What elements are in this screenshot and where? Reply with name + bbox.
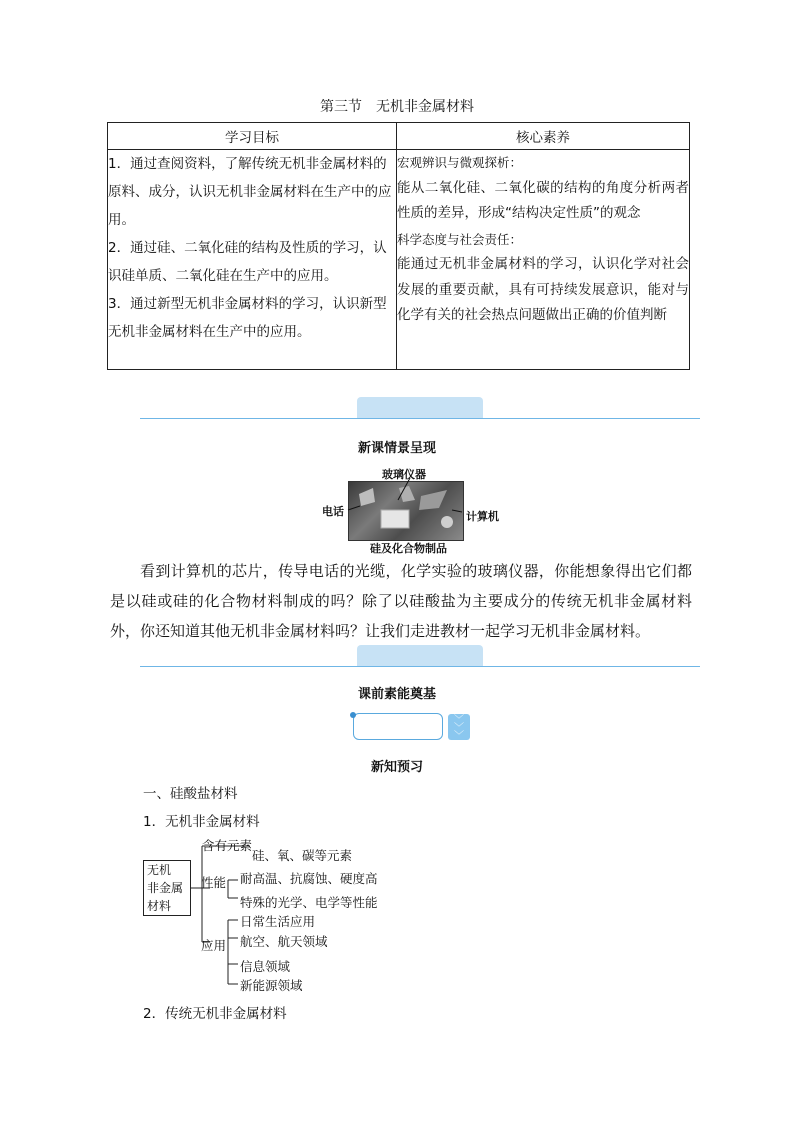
leaf-application: 新能源领域	[240, 978, 303, 993]
banner-divider	[140, 666, 700, 667]
banner-divider	[140, 418, 700, 419]
learning-goals-cell	[108, 150, 397, 370]
branch-properties: 性能	[201, 875, 227, 890]
heading-inorganic: 1．无机非金属材料	[143, 814, 260, 830]
literacy-text: 能通过无机非金属材料的学习，认识化学对社会发展的重要贡献，具有可持续发展意识，能对与化学有关的社会热点问题做出正确的价值判断	[397, 256, 689, 323]
banner-title: 课前素能奠基	[357, 687, 436, 702]
literacy-subtitle: 科学态度与社会责任：	[397, 231, 523, 247]
leaf-property: 特殊的光学、电学等性能	[240, 895, 378, 910]
photo-pointer-lines	[340, 470, 480, 530]
photo-label-computer: 计算机	[466, 510, 499, 523]
leaf-application: 信息领域	[240, 959, 291, 974]
photo-label-phone: 电话	[322, 505, 344, 518]
core-literacy-cell	[397, 150, 690, 370]
preview-label: 新知预习	[370, 760, 423, 775]
root-line: 材料	[147, 899, 172, 913]
leaf-application: 日常生活应用	[240, 914, 316, 929]
root-line: 非金属	[147, 881, 184, 895]
goals-header-right: 核心素养	[397, 123, 690, 150]
chevrons-down-icon: ﹀ ﹀ ﹀	[448, 714, 470, 740]
leaf-elements: 硅、氧、碳等元素	[252, 848, 353, 863]
goal-item: 2．通过硅、二氧化硅的结构及性质的学习，认识硅单质、二氧化硅在生产中的应用。	[108, 240, 387, 284]
root-line: 无机	[147, 863, 172, 877]
heading-traditional: 2．传统无机非金属材料	[143, 1006, 287, 1022]
section-label-frame	[353, 713, 443, 740]
leaf-property: 耐高温、抗腐蚀、硬度高	[240, 871, 378, 886]
banner-tab	[357, 645, 483, 667]
branch-elements: 含有元素	[202, 838, 253, 853]
intro-paragraph: 看到计算机的芯片，传导电话的光缆，化学实验的玻璃仪器，你能想象得出它们都是以硅或硅的化合物材料制成的吗？除了以硅酸盐为主要成分的传统无机非金属材料外，你还知道其他无机非金属材料吗？让我们走进教材一起学习无机非金属材料。	[110, 562, 692, 640]
goal-item: 3．通过新型无机非金属材料的学习，认识新型无机非金属材料在生产中的应用。	[108, 296, 387, 340]
diagram-root-box	[143, 860, 191, 916]
goals-header-left: 学习目标	[108, 123, 397, 150]
banner-tab	[357, 397, 483, 419]
leaf-application: 航空、航天领域	[240, 934, 328, 949]
banner-title: 新课情景呈现	[357, 441, 436, 456]
literacy-text: 能从二氧化硅、二氧化碳的结构的角度分析两者性质的差异，形成“结构决定性质”的观念	[397, 179, 689, 221]
goal-item: 1．通过查阅资料，了解传统无机非金属材料的原料、成分，认识无机非金属材料在生产中的应用。	[108, 156, 392, 228]
dot-icon	[350, 712, 356, 718]
heading-silicate: 一、硅酸盐材料	[143, 786, 238, 802]
section-title: 第三节 无机非金属材料	[320, 99, 474, 115]
branch-applications: 应用	[201, 938, 227, 953]
photo-caption: 硅及化合物制品	[370, 542, 447, 555]
literacy-subtitle: 宏观辨识与微观探析：	[397, 155, 523, 170]
photo-label-glassware: 玻璃仪器	[382, 468, 426, 481]
goals-table	[107, 122, 690, 370]
